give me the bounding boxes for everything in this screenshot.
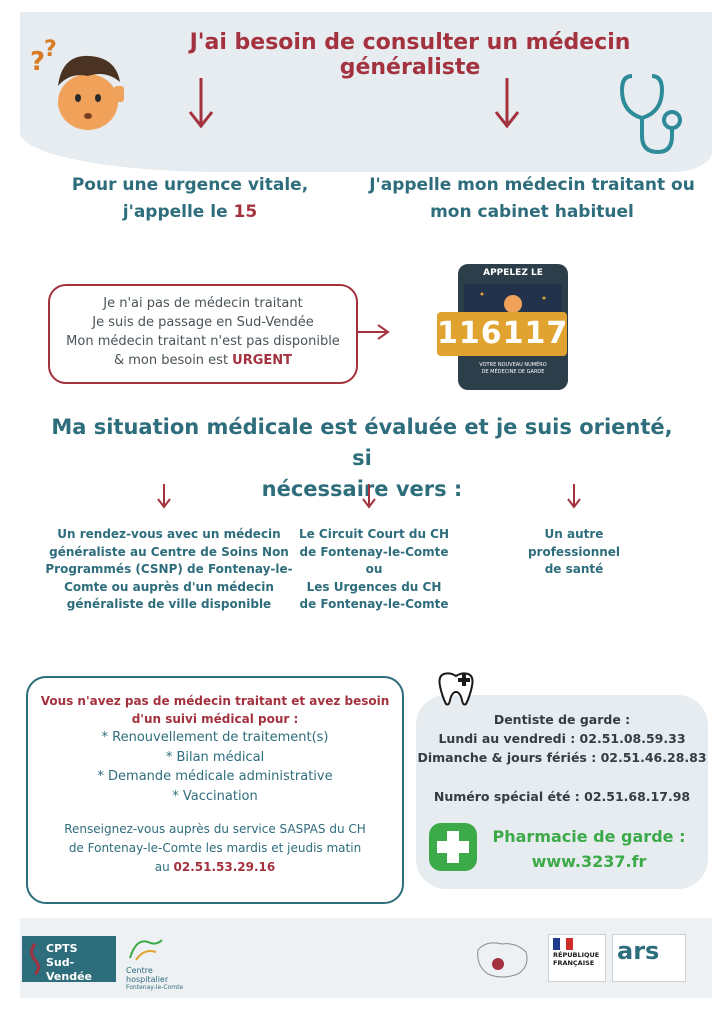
phone-caption — [464, 362, 562, 376]
arrow-down-icon — [566, 484, 582, 510]
arrow-down-icon — [361, 484, 377, 510]
option-line: Les Urgences du CH — [306, 579, 442, 594]
urgent-column — [40, 172, 340, 226]
option-line: professionnel — [527, 544, 621, 559]
evaluation-line2: nécessaire vers : — [261, 477, 463, 501]
call-label: APPELEZ LE — [483, 268, 543, 278]
cpts-mark-icon — [26, 942, 44, 976]
suivi-head-line1: Vous n'avez pas de médecin traitant et avez besoin — [40, 694, 390, 708]
suivi-foot-line2: de Fontenay-le-Comte les mardis et jeudis matin — [68, 841, 362, 855]
suivi-heading — [28, 692, 402, 728]
suivi-item: * Demande médicale administrative — [97, 769, 333, 784]
tooth-icon — [436, 668, 476, 708]
suivi-item: * Vaccination — [172, 788, 258, 804]
number-116117: 116117 — [437, 316, 569, 351]
pharmacy-cross-icon — [428, 822, 478, 872]
hospital-leaf-icon — [126, 936, 166, 962]
suivi-head-line2: d'un suivi médical pour : — [131, 712, 299, 726]
doctor-line1: J'appelle mon médecin traitant ou — [369, 175, 695, 195]
number-banner — [437, 312, 567, 356]
doctor-line2: mon cabinet habituel — [430, 202, 634, 222]
pharmacy-info — [484, 824, 694, 874]
option-line: généraliste au Centre de Soins Non — [49, 544, 289, 559]
rf-line1: RÉPUBLIQUE — [553, 951, 600, 959]
emergency-number: 15 — [233, 202, 258, 222]
stethoscope-icon — [618, 72, 684, 158]
suivi-foot-line1: Renseignez-vous auprès du service SASPAS du CH — [64, 822, 366, 836]
cpts-logo — [22, 936, 116, 982]
dentist-info — [416, 710, 708, 806]
situation-line: Je n'ai pas de médecin traitant — [103, 296, 303, 311]
situation-line: Je suis de passage en Sud-Vendée — [92, 315, 314, 330]
urgent-line2-prefix: j'appelle le — [122, 202, 234, 222]
option-line: ou — [365, 562, 383, 576]
svg-text:?: ? — [30, 47, 46, 77]
hospital-line2: Fontenay-le-Comte — [126, 984, 184, 991]
option-circuit-court — [276, 526, 472, 614]
footer-band — [20, 918, 712, 998]
pharmacy-title: Pharmacie de garde : — [492, 827, 686, 846]
ars-logo — [612, 934, 686, 982]
region-map-logo — [472, 936, 536, 982]
hospital-logo — [126, 936, 196, 991]
rf-line2: FRANÇAISE — [553, 959, 595, 967]
suivi-item: * Renouvellement de traitement(s) — [101, 730, 329, 745]
cpts-line1: CPTS — [46, 942, 78, 955]
dentist-title: Dentiste de garde : — [493, 712, 631, 727]
suivi-item: * Bilan médical — [165, 749, 265, 765]
situation-line: Mon médecin traitant n'est pas disponible — [66, 334, 340, 349]
arrow-down-icon — [186, 76, 216, 130]
hospital-line1: Centre hospitalier — [126, 966, 169, 984]
svg-text:?: ? — [44, 37, 57, 62]
evaluation-line1: Ma situation médicale est évaluée et je suis orienté, si — [51, 415, 673, 470]
option-line: Comte ou auprès d'un médecin — [64, 579, 274, 594]
marianne-flag-icon — [553, 938, 573, 950]
option-csnp — [40, 526, 298, 614]
cpts-logo-text — [46, 942, 116, 984]
phone-caption-line1: VOTRE NOUVEAU NUMÉRO — [479, 362, 547, 368]
urgent-label: URGENT — [232, 353, 293, 368]
rf-text — [553, 951, 599, 967]
suivi-foot-prefix: au — [154, 860, 174, 874]
option-line: de Fontenay-le-Comte — [299, 597, 449, 611]
situation-line — [50, 351, 356, 370]
doctor-column — [360, 172, 704, 226]
phone-caption-line2: DE MÉDECINE DE GARDE — [481, 369, 545, 375]
thinking-man-icon — [28, 36, 128, 132]
option-line: Un rendez-vous avec un médecin — [57, 527, 281, 541]
urgent-line2 — [40, 199, 340, 226]
option-other-professional — [504, 526, 644, 579]
option-line: de santé — [544, 562, 604, 576]
option-line: Programmés (CSNP) de Fontenay-le- — [45, 562, 293, 576]
dentist-weekday: Lundi au vendredi : 02.51.08.59.33 — [438, 731, 686, 746]
option-line: de Fontenay-le-Comte — [299, 544, 449, 559]
option-line: généraliste de ville disponible — [66, 597, 272, 611]
situation-box — [48, 284, 358, 384]
suivi-box — [26, 676, 404, 904]
arrow-down-icon — [492, 76, 522, 130]
dentist-weekend: Dimanche & jours fériés : 02.51.46.28.83 — [417, 750, 707, 765]
cpts-line2: Sud-Vendée — [46, 956, 92, 983]
urgent-line1: Pour une urgence vitale, — [71, 175, 309, 195]
page-title: J'ai besoin de consulter un médecin généraliste — [189, 30, 631, 80]
dentist-summer: Numéro spécial été : 02.51.68.17.98 — [433, 789, 691, 804]
republique-francaise-logo — [548, 934, 606, 982]
pharmacy-website[interactable]: www.3237.fr — [531, 852, 647, 871]
situation-line4-prefix: & mon besoin est — [113, 353, 233, 368]
suivi-footer — [28, 820, 402, 877]
option-line: Le Circuit Court du CH — [298, 527, 450, 541]
option-line: Un autre — [544, 527, 604, 541]
suivi-foot-line3 — [28, 858, 402, 877]
arrow-down-icon — [156, 484, 172, 510]
saspas-phone: 02.51.53.29.16 — [173, 860, 276, 874]
arrow-right-icon — [358, 322, 392, 342]
ars-text: ars — [617, 937, 660, 965]
